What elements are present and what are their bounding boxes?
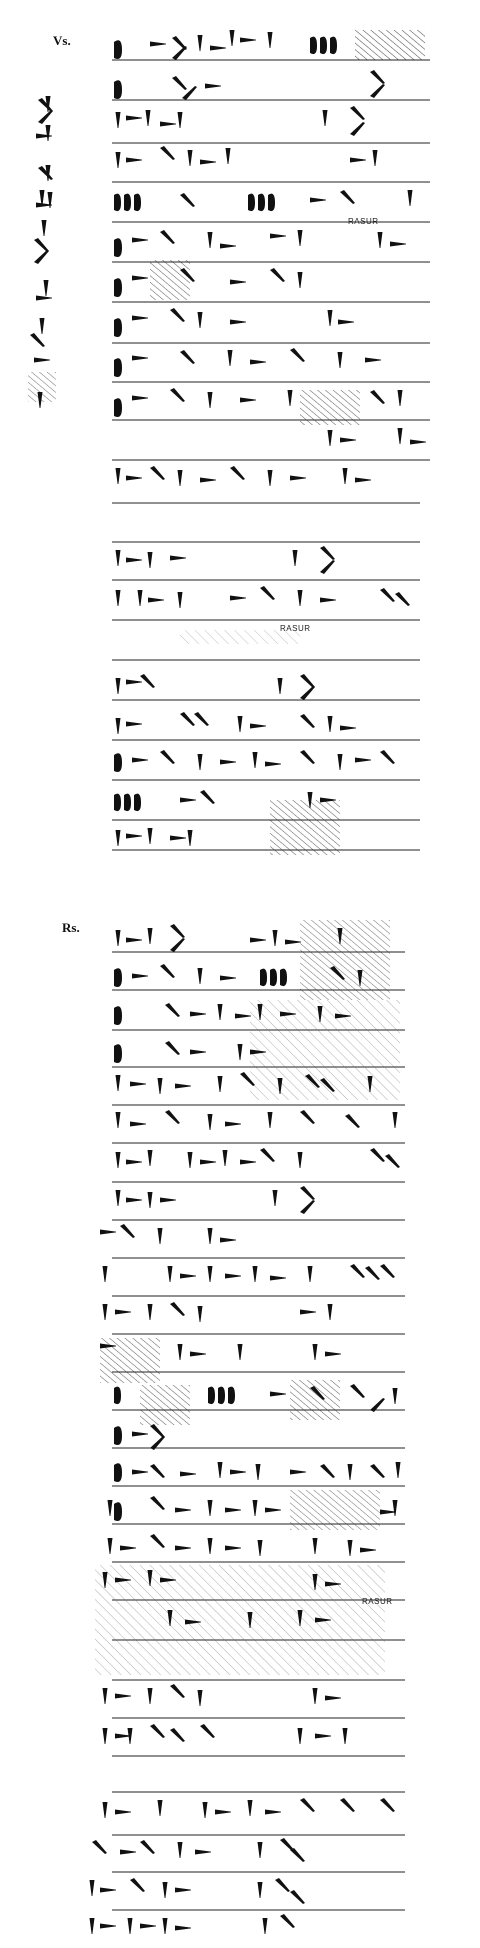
column-signs	[28, 96, 56, 408]
obverse-label: Vs.	[53, 33, 71, 48]
erasure-note: RASUR	[348, 217, 379, 226]
damage-hatching	[95, 30, 425, 1675]
erasure-note: RASUR	[280, 624, 311, 633]
erasure-note: RASUR	[362, 1597, 393, 1606]
reverse-label: Rs.	[62, 920, 80, 935]
